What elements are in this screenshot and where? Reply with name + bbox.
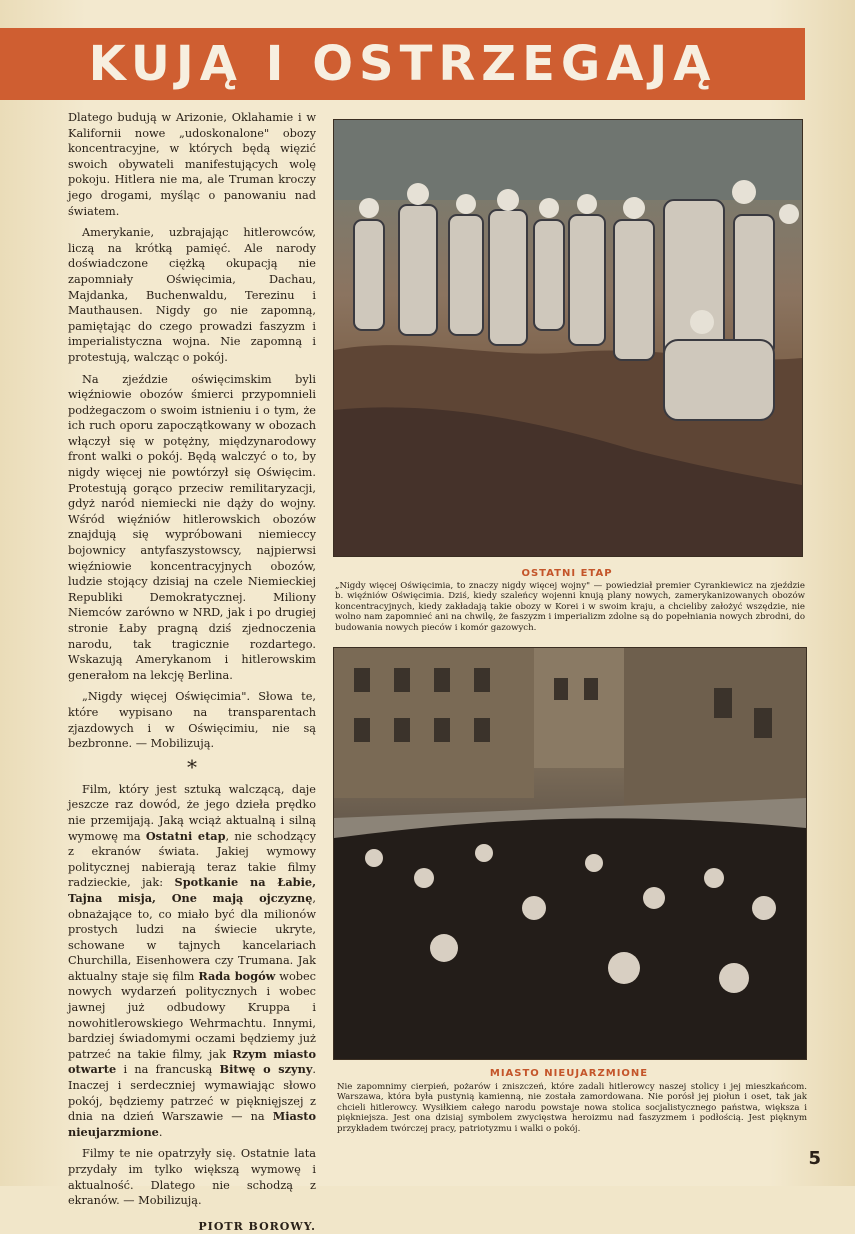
article-paragraph: Filmy te nie opatrzyły się. Ostatnie lata przydały im tylko większą wymowę i aktualność. Dlatego nie schodzą z ekranów. — Mobilizują. (68, 1147, 316, 1208)
page-title: KUJĄ I OSTRZEGAJĄ (88, 36, 717, 92)
photo-crowd-illustration (334, 648, 806, 1059)
article-paragraph: Amerykanie, uzbrajając hitlerowców, liczą na krótką pamięć. Ale narody doświadczone ciężką okupacją nie zapomniały Oświęcimia, Dachau, Majdanka, Buchenwaldu, Terezinu i Mauthausen. Nigdy go nie zapomną, pamiętając do czego prowadzi faszyzm i imperialistyczna wojna. Nie zapomną i protestują, walcząc o pokój. (68, 226, 316, 364)
article-paragraph (68, 782, 316, 1141)
text-run: , nie schodzący z ekranów świata. Jakiej wymowy politycznej nabierają teraz takie filmy radzieckie, jak: (68, 829, 316, 890)
text-run: . Inaczej i serdeczniej wymawiając słowo pokój, będziemy patrzeć w pięknięjszej z dnia na dzień Warszawie — na (68, 1063, 316, 1124)
photo-miasto-nieujarzmione (333, 647, 807, 1060)
section-separator: * (187, 754, 197, 779)
author-signature: PIOTR BOROWY. (198, 1219, 316, 1233)
text-run: , obnażające to, co miało być dla milionów prostych ludzi na świecie ukryte, schowane w tajnych kancelariach Churchilla, Eisenhowera czy Trumana. Jak aktualny staje się film (68, 891, 316, 983)
photo-ostatni-etap (333, 119, 803, 557)
film-title: Miasto nieujarzmione (68, 1109, 316, 1139)
film-title: Rzym miasto otwarte (68, 1046, 317, 1077)
article-column (68, 110, 316, 1234)
text-run: i na francuską (116, 1063, 220, 1077)
photo-title: MIASTO NIEUJARZMIONE (489, 1068, 649, 1079)
article-paragraph: Dlatego budują w Arizonie, Oklahamie i w Kalifornii nowe „udoskonalone" obozy koncentracyjne, w których będą więzić swoich obywateli manifestujących wolę pokoju. Hitlera nie ma, ale Truman kroczy jego drogami, myśląc o panowaniu nad światem. (68, 111, 316, 218)
article-paragraph: Na zjeździe oświęcimskim byli więźniowie obozów śmierci przypomnieli podżegaczom o swoim istnieniu i o tym, że ich ruch oporu zapoczątkowany w obozach włączył się w potężny, międzynarodowy front walki o pokój. Będą walczyć o to, by nigdy więcej nie powtórzył się Oświęcim. Protestują gorąco przeciw remilitaryzacji, gdyż naród niemiecki nie dąży do wojny. Wśród więźniów hitlerowskich obozów znajdują się wypróbowani niemieccy bojownicy antyfaszystowscy, najpierwsi więźniowie koncentracyjnych obozów, ludzie stojący dzisiaj na czele Niemieckiej Republiki Demokratycznej. Miliony Niemców zarówno w NRD, jak i po drugiej stronie Łaby pragną dziś zjednoczenia narodu, tak tragicznie rozdartego. Wskazują Amerykanom i hitlerowskim generałom na lekcję Berlina. (68, 372, 316, 682)
photo-caption: „Nigdy więcej Oświęcimia, to znaczy nigdy więcej wojny" — powiedział premier Cyrankiewicz na zjeździe b. więźniów Oświęcimia. Dziś, kiedy szaleńcy wojenni knują plany nowych, zamerykanizowanych obozów koncentracyjnych, kiedy zakładają takie obozy w Korei i w swoim kraju, a chcieliby założyć wszędzie, nie wolno nam zapomnieć ani na chwilę, że faszyzm i imperializm zdolne są do popełniania nowych zbrodni, do budowania nowych pieców i komór gazowych. (335, 581, 805, 633)
article-paragraph: „Nigdy więcej Oświęcimia". Słowa te, które wypisano na transparentach zjazdowych i w Oświęcimiu, nie są bezbronne. — Mobilizują. (68, 690, 316, 751)
text-run: wobec nowych wydarzeń politycznych i wobec jawnej już odbudowy Kruppa i nowohitlerowskiego Wehrmachtu. Innymi, bardziej świadomymi oczami będziemy już patrzeć na takie filmy, jak (68, 969, 316, 1061)
page-number: 5 (808, 1148, 821, 1169)
film-title: Rada bogów (198, 968, 276, 983)
photo-caption: Nie zapomnimy cierpień, pożarów i zniszczeń, które zadali hitlerowcy naszej stolicy i jej mieszkańcom. Warszawa, która była pustynią kamienną, nie została zamordowana. Nie porósł jej piołun i oset, tak jak chcieli hitlerowcy. Wysiłkiem całego narodu powstaje nowa stolica socjalistycznego państwa, większa i piękniejsza. Jest ona dzisiaj symbolem zwycięstwa heroizmu nad faszyzmem i podłością. Jest pięknym przykładem twórczej pracy, patriotyzmu i walki o pokój. (337, 1082, 807, 1134)
text-run: Film, który jest sztuką walczącą, daje jeszcze raz dowód, że jego dzieła prędko nie przemijają. Jaką wciąż aktualną i silną wymowę ma (68, 782, 316, 843)
text-run: . (158, 1125, 163, 1139)
title-banner (0, 28, 805, 100)
photo-title: OSTATNI ETAP (521, 568, 613, 579)
film-title: Bitwę o szyny (219, 1062, 313, 1077)
film-title: Spotkanie na Łabie, Tajna misja, One mają ojczyznę (68, 875, 316, 905)
photo-prisoners-illustration (334, 120, 802, 556)
film-title: Ostatni etap (145, 828, 226, 843)
